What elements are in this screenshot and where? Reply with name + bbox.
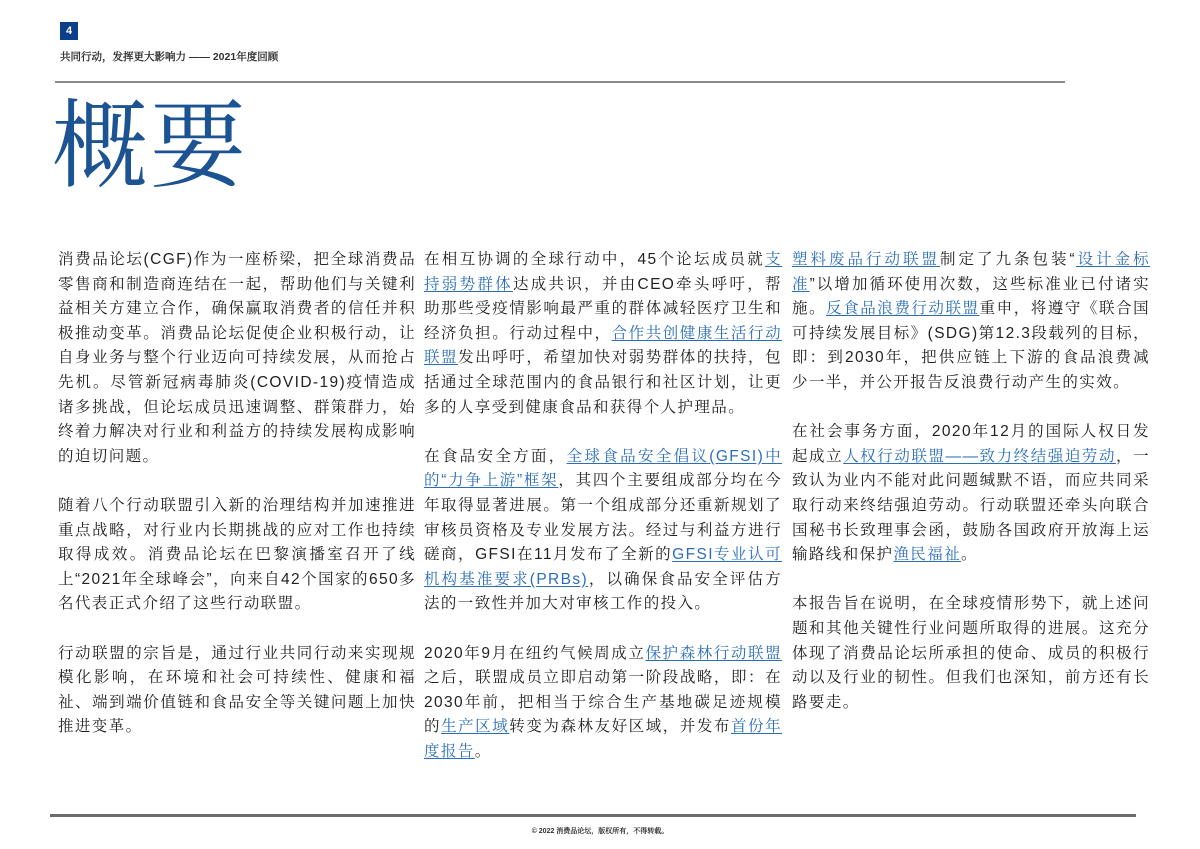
body-text: 。	[961, 546, 978, 564]
body-text: 重申，将遵守《联合国可持续发展目标》(SDG)第12.3段载列的目标，即：到2030年，把供应链上下游的食品浪费减少一半，并公开报告反浪费行动产生的实效。	[792, 300, 1150, 391]
inline-link[interactable]: 合作共创健康生活行动联盟	[424, 324, 782, 367]
paragraph	[58, 642, 416, 740]
text-column-1	[58, 248, 416, 764]
page-number: 4	[60, 22, 78, 40]
inline-link[interactable]: 渔民福祉	[893, 546, 962, 564]
body-text: 达成共识，并由CEO牵头呼吁，帮助那些受疫情影响最严重的群体减轻医疗卫生和经济负担。行动过程中，	[424, 275, 782, 342]
inline-link[interactable]: 塑料废品行动联盟	[792, 251, 940, 268]
running-header: 共同行动，发挥更大影响力 —— 2021年度回顾	[60, 51, 279, 63]
inline-link[interactable]: 反食品浪费行动联盟	[826, 300, 980, 318]
body-text: 之后，联盟成员立即启动第一阶段战略，即：在2030年前，把相当于综合生产基地碳足迹规模的	[424, 669, 782, 736]
paragraph	[792, 248, 1150, 396]
body-text: 2020年9月在纽约气候周成立	[424, 644, 646, 662]
copyright-footer: © 2022 消费品论坛，版权所有，不得转载。	[531, 828, 669, 835]
body-text: 行动联盟的宗旨是，通过行业共同行动来实现规模化影响，在环境和社会可持续性、健康和福祉、端到端价值链和食品安全等关键问题上加快推进变革。	[58, 644, 416, 736]
body-text: ，其四个主要组成部分均在今年取得显著进展。第一个组成部分还重新规划了审核员资格及专业发展方法。经过与利益方进行磋商，GFSI在11月发布了全新的	[424, 472, 782, 564]
inline-link[interactable]: GFSI专业认可机构基准要求(PRBs)	[424, 546, 782, 588]
body-text: 在社会事务方面，2020年12月的国际人权日发起成立	[792, 423, 1150, 465]
body-text: 。	[474, 742, 492, 760]
top-divider	[55, 81, 1065, 83]
bottom-divider	[50, 814, 1136, 817]
body-text: 在食品安全方面，	[424, 447, 567, 465]
paragraph	[424, 248, 782, 420]
paragraph	[58, 248, 416, 469]
body-text: 制定了九条包装“	[939, 251, 1076, 268]
inline-link[interactable]: 保护森林行动联盟	[645, 644, 782, 662]
paragraph	[424, 445, 782, 617]
inline-link[interactable]: 人权行动联盟——致力终结强迫劳动	[843, 447, 1117, 465]
body-text: 发出呼吁，希望加快对弱势群体的扶持，包括通过全球范围内的食品银行和社区计划，让更多的人享受到健康食品和获得个人护理品。	[424, 349, 782, 416]
body-text: 消费品论坛(CGF)作为一座桥梁，把全球消费品零售商和制造商连结在一起，帮助他们与关键利益相关方建立合作，确保赢取消费者的信任并积极推动变革。消费品论坛促使企业积极行动，让自身业务与整个行业迈向可持续发展，从而抢占先机。尽管新冠病毒肺炎(COVID-19)疫情造成诸多挑战，但论坛成员迅速调整、群策群力，始终着力解决对行业和利益方的持续发展构成影响的迫切问题。	[58, 251, 416, 465]
inline-link[interactable]: 生产区域	[441, 718, 510, 736]
body-text: ，以确保食品安全评估方法的一致性并加大对审核工作的投入。	[424, 570, 782, 613]
inline-link[interactable]: 全球食品安全倡议(GFSI)中的“力争上游”框架	[424, 447, 782, 490]
paragraph	[792, 420, 1150, 568]
body-text: 转变为森林友好区域，并发布	[509, 718, 731, 736]
text-column-3	[792, 248, 1150, 740]
body-text: 在相互协调的全球行动中，45个论坛成员就	[424, 251, 766, 268]
body-text: 随着八个行动联盟引入新的治理结构并加速推进重点战略，对行业内长期挑战的应对工作也持续取得成效。消费品论坛在巴黎演播室召开了线上“2021年全球峰会”，向来自42个国家的650多名代表正式介绍了这些行动联盟。	[58, 496, 416, 613]
text-column-2	[424, 248, 782, 789]
inline-link[interactable]: 设计金标准	[792, 251, 1150, 293]
paragraph	[792, 592, 1150, 715]
inline-link[interactable]: 首份年度报告	[424, 718, 782, 760]
body-text: ，一致认为业内不能对此问题缄默不语，而应共同采取行动来终结强迫劳动。行动联盟还牵头向联合国秘书长致理事会函，鼓励各国政府开放海上运输路线和保护	[792, 447, 1150, 564]
body-text: 本报告旨在说明，在全球疫情形势下，就上述问题和其他关键性行业问题所取得的进展。这充分体现了消费品论坛所承担的使命、成员的积极行动以及行业的韧性。但我们也深知，前方还有长路要走。	[792, 595, 1150, 711]
body-text: ”以增加循环使用次数，这些标准业已付诸实施。	[792, 275, 1150, 318]
paragraph	[424, 642, 782, 765]
inline-link[interactable]: 支持弱势群体	[424, 251, 782, 293]
page-title: 概要	[52, 93, 248, 200]
paragraph	[58, 494, 416, 617]
